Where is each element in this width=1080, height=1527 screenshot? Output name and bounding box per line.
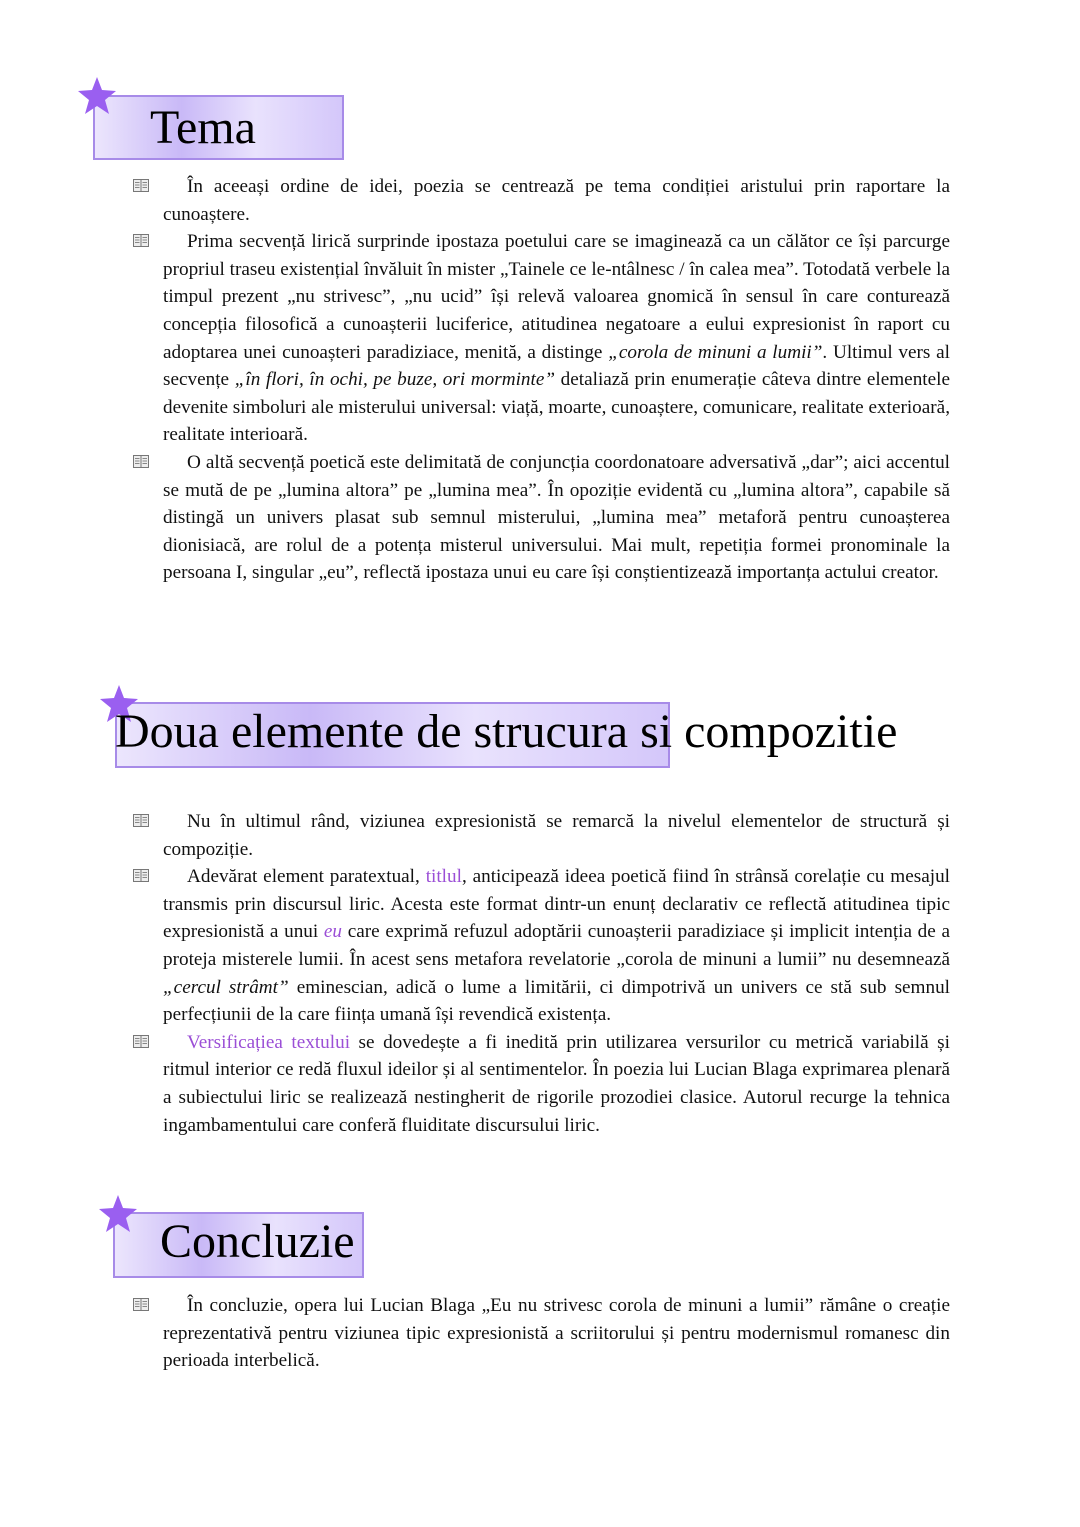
section-tema (130, 173, 950, 587)
quote: „cercul strâmt” (163, 976, 289, 998)
book-icon (133, 869, 149, 882)
paragraph: În concluzie, opera lui Lucian Blaga „Eu nu strivesc corola de minuni a lumii” rămâne o creație reprezentativă pentru viziunea tipic expresionistă a scriitorului și pentru modernismul romanesc din perioada interbelică. (130, 1292, 950, 1375)
paragraph: Nu în ultimul rând, viziunea expresionistă se remarcă la nivelul elementelor de structură și compoziție. (130, 808, 950, 863)
star-icon (98, 1194, 138, 1234)
book-icon (133, 1298, 149, 1311)
book-icon (133, 455, 149, 468)
book-icon (133, 234, 149, 247)
section-heading-concluzie: Concluzie (160, 1215, 355, 1268)
section-heading-structura: Doua elemente de strucura si compozitie (115, 705, 898, 758)
section-structura (130, 808, 950, 1139)
paragraph: Adevărat element paratextual, titlul, anticipează ideea poetică fiind în strânsă corelație cu mesajul transmis prin discursul liric. Acesta este format dintr-un enunț declarativ ce reflectă atitudinea tipic expresionistă a unui eu care exprimă refuzul adoptării cunoașterii paradiziace și implicit intenția de a proteja misterele lumii. În acest sens metafora revelatorie „corola de minuni a lumii” nu desemnează „cercul strâmt” eminescian, adică o lume a limitării, ci dimpotrivă un univers ce stă sub semnul perfecțiunii de la care ființa umană își revendică existența. (130, 863, 950, 1029)
paragraph: În aceeași ordine de idei, poezia se centrează pe tema condiției aristului prin raportare la cunoaștere. (130, 173, 950, 228)
paragraph: O altă secvență poetică este delimitată de conjuncția coordonatoare adversativă „dar”; aici accentul se mută de pe „lumina altora” pe „lumina mea”. În opoziție evidentă cu „lumina altora”, capabile să distingă un univers plasat sub semnul misterului, „lumina mea” metaforă pentru cunoașterea dionisiacă, are rolul de a potența misterul universului. Mai mult, repetiția formei pronominale la persoana I, singular „eu”, reflectă ipostaza unui eu care își conștientizează importanța actului creator. (130, 449, 950, 587)
quote: „corola de minuni a lumii” (608, 341, 823, 363)
highlight-versificatie: Versificațiea textului (187, 1031, 351, 1053)
star-icon (77, 76, 117, 116)
book-icon (133, 1035, 149, 1048)
paragraph: Versificațiea textului se dovedește a fi inedită prin utilizarea versurilor cu metrică variabilă și ritmul interior ce redă fluxul ideilor și al sentimentelor. În poezia lui Lucian Blaga exprimarea plenară a subiectului liric se realizează nestingherit de rigorile prozodiei clasice. Autorul recurge la tehnica ingambamentului care conferă fluiditate discursului liric. (130, 1029, 950, 1139)
quote: „în flori, în ochi, pe buze, ori morminte” (234, 369, 556, 391)
section-concluzie (130, 1292, 950, 1375)
section-heading-tema: Tema (150, 101, 256, 154)
book-icon (133, 814, 149, 827)
book-icon (133, 179, 149, 192)
highlight-eu: eu (323, 921, 343, 943)
paragraph: Prima secvență lirică surprinde ipostaza poetului care se imaginează ca un călător ce își parcurge propriul traseu existențial învăluit în mister „Tainele ce le-ntâlnesc / în calea mea”. Totodată verbele la timpul prezent „nu strivesc”, „nu ucid” își relevă valoarea gnomică în sensul în care conturează concepția filosofică a cunoașterii luciferice, atitudinea negatoare a eului expresionist în raport cu adoptarea unei cunoașteri paradiziace, menită, a distinge „corola de minuni a lumii”. Ultimul vers al secvențe „în flori, în ochi, pe buze, ori morminte” detaliază prin enumerație câteva dintre elementele devenite simboluri ale misterului universal: viață, moarte, cunoaștere, comunicare, realitate exterioară, realitate interioară. (130, 228, 950, 449)
highlight-titlul: titlul (425, 866, 462, 888)
